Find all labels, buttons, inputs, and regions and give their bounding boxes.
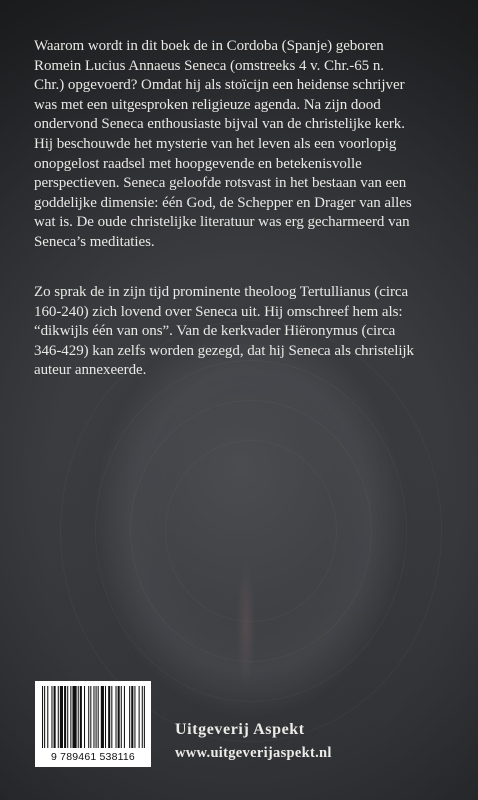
barcode-bar: [105, 686, 106, 748]
barcode-bar: [51, 686, 52, 748]
barcode-bar: [93, 686, 94, 748]
publisher-website: www.uitgeverijaspekt.nl: [175, 745, 332, 761]
barcode-bar: [118, 686, 120, 748]
barcode-bar: [42, 686, 43, 748]
barcode-bar: [129, 686, 130, 748]
publisher-name: Uitgeverij Aspekt: [175, 721, 305, 738]
barcode-bar: [144, 686, 145, 748]
swirl-ring: [130, 400, 372, 662]
blurb-line: Hij beschouwde het mysterie van het leven als een voorlopig: [34, 135, 397, 152]
barcode-bar: [111, 686, 112, 748]
blurb-line: “dikwijls één van ons”. Van de kerkvader Hiëronymus (circa: [34, 323, 396, 340]
blurb-line: onopgelost raadsel met hoopgevende en betekenisvolle: [34, 155, 362, 172]
barcode-bar: [44, 686, 45, 748]
barcode-bar: [121, 686, 122, 748]
swirl-ring: [60, 320, 442, 742]
barcode-bar: [54, 686, 56, 748]
barcode-bar: [124, 686, 125, 748]
blurb-line: Romein Lucius Annaeus Seneca (omstreeks 4 v. Chr.-65 n.: [34, 57, 384, 74]
blurb-line: Seneca’s meditaties.: [34, 233, 155, 250]
barcode-bar: [64, 686, 66, 748]
barcode-bar: [134, 686, 135, 748]
blurb-line: was met een uitgesproken religieuze agenda. Na zijn dood: [34, 96, 381, 113]
barcode-bar: [70, 686, 71, 748]
blurb-line: goddelijke dimensie: één God, de Schepper en Drager van alles: [34, 194, 412, 211]
barcode-bar: [116, 686, 117, 748]
blurb-line: ondervond Seneca enthousiaste bijval van de christelijke kerk.: [34, 116, 405, 133]
blurb-paragraph-2: [34, 283, 448, 381]
blurb-line: 346-429) kan zelfs worden gezegd, dat hij Seneca als christelijk: [34, 342, 415, 359]
barcode-bar: [139, 686, 140, 748]
barcode-bar: [80, 686, 82, 748]
figure-silhouette: [236, 560, 256, 690]
barcode-bar: [84, 686, 85, 748]
barcode-bar: [131, 686, 133, 748]
barcode-bar: [101, 686, 104, 748]
swirl-ring: [95, 360, 407, 702]
barcode-bar: [96, 686, 97, 748]
isbn-barcode: [35, 681, 151, 767]
barcode-bar: [60, 686, 63, 748]
blurb-line: wat is. De oude christelijke literatuur was erg gecharmeerd van: [34, 214, 410, 231]
blurb-line: 160-240) zich lovend over Seneca uit. Hij omschreef hem als:: [34, 303, 403, 320]
blurb-line: auteur annexeerde.: [34, 362, 147, 379]
barcode-bar: [98, 686, 99, 748]
barcode-bar: [90, 686, 91, 748]
isbn-number: 9 789461 538116: [51, 751, 135, 763]
barcode-bar: [67, 686, 68, 748]
barcode-bar: [88, 686, 89, 748]
barcode-bar: [108, 686, 110, 748]
blurb-line: Zo sprak de in zijn tijd prominente theoloog Tertullianus (circa: [34, 284, 409, 300]
barcode-bar: [142, 686, 143, 748]
barcode-bar: [72, 686, 76, 748]
barcode-bars: [40, 686, 146, 750]
barcode-bar: [78, 686, 79, 748]
barcode-bar: [47, 686, 48, 748]
swirl-ring: [165, 440, 337, 622]
blurb-line: perspectieven. Seneca geloofde rotsvast in het bestaan van een: [34, 175, 407, 192]
blurb-line: Chr.) opgevoerd? Omdat hij als stoïcijn een heidense schrijver: [34, 77, 405, 94]
blurb-paragraph-1: [34, 37, 448, 253]
blurb-line: Waarom wordt in dit boek de in Cordoba (Spanje) geboren: [34, 38, 384, 54]
barcode-bar: [58, 686, 59, 748]
